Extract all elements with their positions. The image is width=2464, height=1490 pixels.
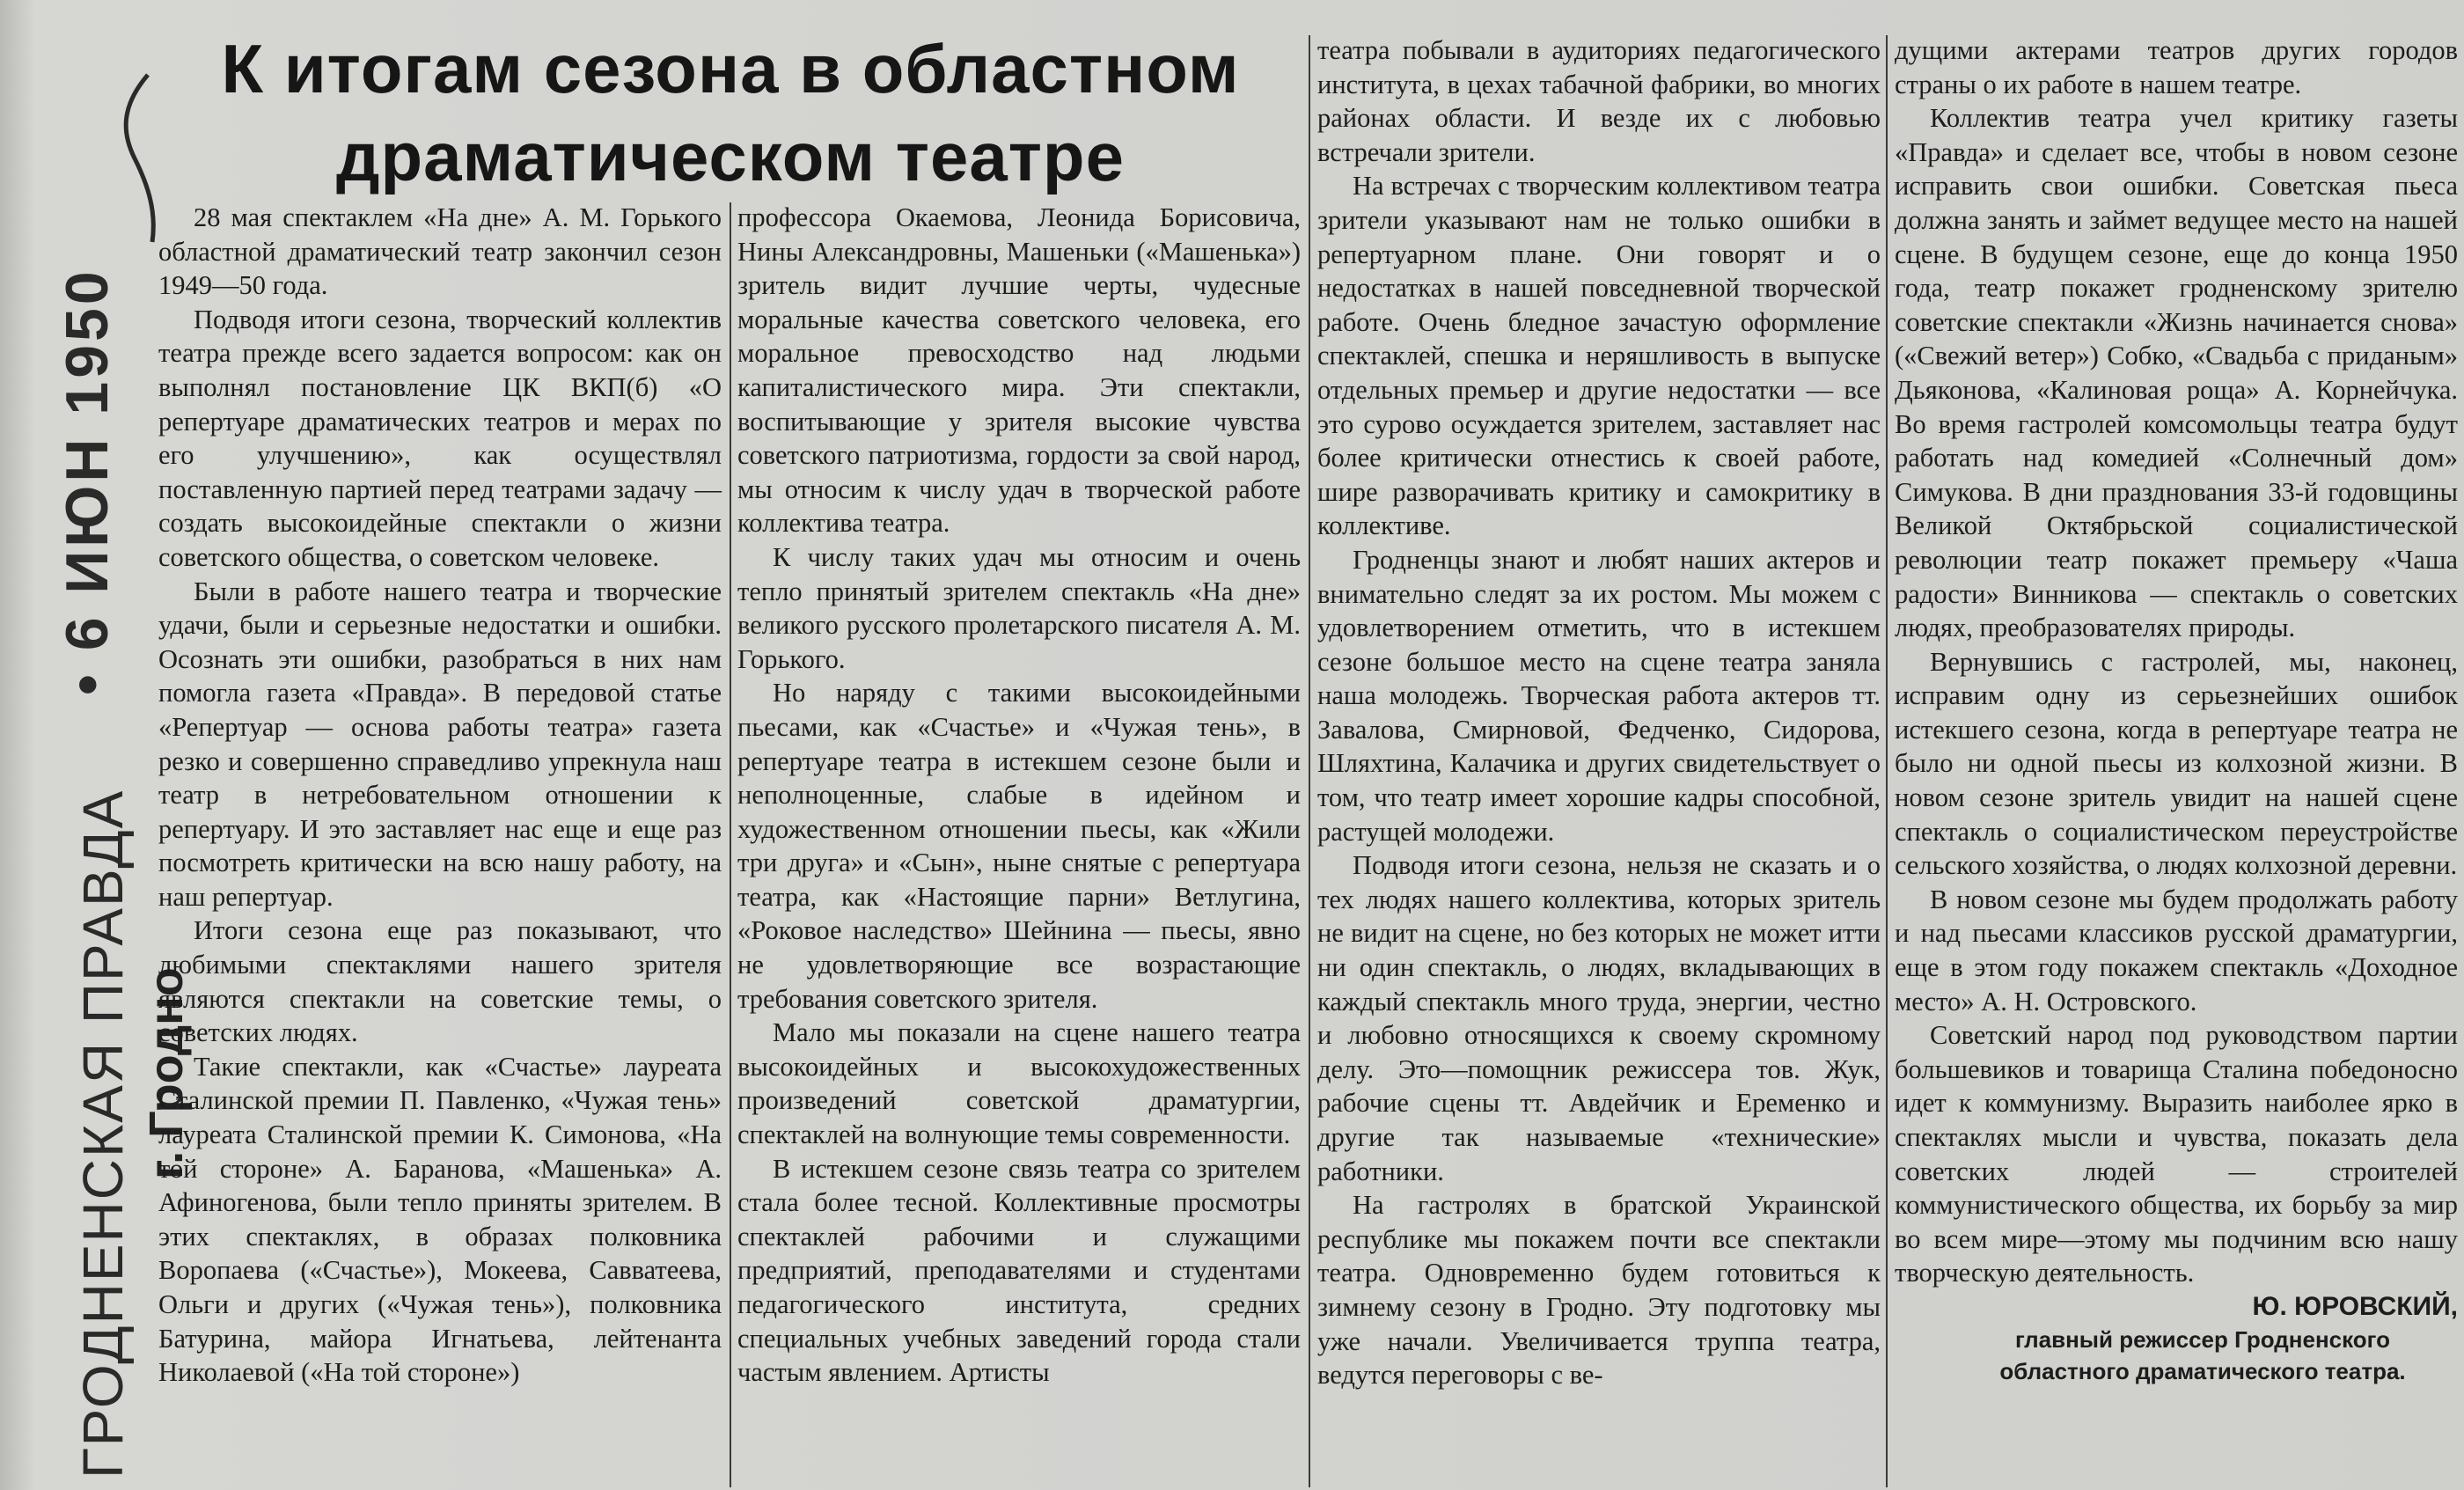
column-rule [730, 202, 731, 1487]
paragraph: В истекшем сезоне связь театра со зрителем стала более тесной. Коллективные просмотры спектаклей рабочими и служащими предприятий, преподавателями и студентами педагогического института, средних специальных учебных заведений города стали частым явлением. Артисты [737, 1153, 1301, 1388]
stamp-date: • 6 ИЮН 1950 [54, 268, 121, 695]
paragraph: дущими актерами театров других городов страны о их работе в нашем театре. [1895, 35, 2458, 99]
paragraph: 28 мая спектаклем «На дне» А. М. Горького областной драматический театр закончил сезон 1949—50 года. [158, 202, 722, 301]
author-title-line-1: главный режиссер Гродненского [2014, 1325, 2391, 1353]
column-rule [1886, 35, 1888, 1487]
bracket-mark [113, 70, 165, 246]
stamp-city: г. Гродно [140, 967, 193, 1179]
article-column-3 [1317, 33, 1881, 1392]
paragraph: Вернувшись с гастролей, мы, наконец, исправим одну из серьезнейших ошибок истекшего сезона, когда в репертуаре театра не было ни одной пьесы из колхозной жизни. В новом сезоне зритель увидит на нашей сцене спектакль о социалистическом переустройстве сельского хозяйства, о людях колхозной деревни. [1895, 646, 2458, 881]
paragraph: Были в работе нашего театра и творческие удачи, были и серьезные недостатки и ошибки. Осознать эти ошибки, разобраться в них нам помогла газета «Правда». В передовой статье «Репертуар — основа работы театра» газета резко и совершенно справедливо упрекнула наш театр в нетребовательном отношении к репертуару. И это заставляет нас еще и еще раз посмотреть критически на всю нашу работу, на наш репертуар. [158, 576, 722, 912]
headline-line-2: драматическом театре [336, 118, 1125, 195]
paragraph: В новом сезоне мы будем продолжать работу и над пьесами классиков русской драматургии, еще в этом году покажем спектакль «Доходное место» А. Н. Островского. [1895, 884, 2458, 1017]
article-column-4 [1895, 33, 2458, 1387]
article-headline [176, 25, 1285, 201]
paragraph: профессора Окаемова, Леонида Борисовича, Нины Александровны, Машеньки («Машенька») зритель видит лучшие черты, чудесные моральные качества советского человека, его моральное превосходство над людьми капиталистического мира. Эти спектакли, воспитывающие у зрителя высокие чувства советского патриотизма, гордости за свой народ, мы относим к числу удач в творческой работе коллектива театра. [737, 202, 1301, 539]
paragraph: На гастролях в братской Украинской республике мы покажем почти все спектакли театра. Одновременно будем готовиться к зимнему сезону в Гродно. Эту подготовку мы уже начали. Увеличивается труппа театра, ведутся переговоры с ве- [1317, 1190, 1881, 1391]
paragraph: Такие спектакли, как «Счастье» лауреата Сталинской премии П. Павленко, «Чужая тень» лауреата Сталинской премии К. Симонова, «На той стороне» А. Баранова, «Машенька» А. Афиногенова, были тепло приняты зрителем. В этих спектаклях, в образах полковника Воропаева («Счастье»), Мокеева, Савватеева, Ольги и других («Чужая тень»), полковника Батурина, майора Игнатьева, лейтенанта Николаевой («На той стороне») [158, 1051, 722, 1388]
paragraph: Подводя итоги сезона, нельзя не сказать и о тех людях нашего коллектива, которых зритель не видит на сцене, но без которых не может итти ни один спектакль, о людях, вкладывающих в каждый спектакль много труда, энергии, честно и любовно относящихся к своему скромному делу. Это—помощник режиссера тов. Жук, рабочие сцены тт. Авдейчик и Еременко и другие так называемые «технические» работники. [1317, 850, 1881, 1186]
author-title-line-2: областного драматического театра. [1999, 1357, 2406, 1384]
column-rule [1309, 35, 1310, 1487]
archive-stamp [35, 0, 193, 1490]
paragraph: Подводя итоги сезона, творческий коллектив театра прежде всего задается вопросом: как он выполнял постановление ЦК ВКП(б) «О репертуаре драматических театров и мерах по его улучшению», как осуществлял поставленную партией перед театрами задачу — создать высокоидейные спектакли о жизни советского общества, о советском человеке. [158, 304, 722, 572]
paragraph: Гродненцы знают и любят наших актеров и внимательно следят за их ростом. Мы можем с удовлетворением отметить, что в истекшем сезоне большое место на сцене театра заняла наша молодежь. Творческая работа актеров тт. Завалова, Смирновой, Федченко, Сидорова, Шляхтина, Калачика и других свидетельствует о том, что театр имеет хорошие кадры способной, растущей молодежи. [1317, 544, 1881, 847]
stamp-newspaper-name: ГРОДНЕНСКАЯ ПРАВДА [71, 789, 135, 1479]
paragraph: Но наряду с такими высокоидейными пьесами, как «Счастье» и «Чужая тень», в репертуаре театра в истекшем сезоне были и неполноценные, слабые в идейном и художественном отношении пьесы, как «Жили три друга» и «Сын», ныне снятые с репертуара театра, как «Настоящие парни» Ветлугина, «Роковое наследство» Шейнина — пьесы, явно не удовлетворяющие все возрастающие требования советского зрителя. [737, 678, 1301, 1014]
headline-line-1: К итогам сезона в областном [221, 30, 1240, 107]
paragraph: К числу таких удач мы относим и очень тепло принятый зрителем спектакль «На дне» великого русского пролетарского писателя А. М. Горького. [737, 541, 1301, 674]
paragraph: Советский народ под руководством партии большевиков и товарища Сталина победоносно идет к коммунизму. Выразить наиболее ярко в спектаклях мысли и чувства, показать дела советских людей — строителей коммунистического общества, их борьбу за мир во всем мире—этому мы подчиним всю нашу творческую деятельность. [1895, 1020, 2458, 1288]
paragraph: Итоги сезона еще раз показывают, что любимыми спектаклями нашего зрителя являются спектакли на советские темы, о советских людях. [158, 915, 722, 1048]
paragraph: Коллектив театра учел критику газеты «Правда» и сделает все, чтобы в новом сезоне исправить свои ошибки. Советская пьеса должна занять и займет ведущее место на нашей сцене. В будущем сезоне, еще до конца 1950 года, театр покажет гродненскому зрителю советские спектакли «Жизнь начинается снова» («Свежий ветер») Собко, «Свадьба с приданым» Дьяконова, «Калиновая роща» А. Корнейчука. Во время гастролей комсомольцы театра будут работать над комедией «Солнечный дом» Симукова. В дни празднования 33-й годовщины Великой Октябрьской социалистической революции театр покажет премьеру «Чаша радости» Винникова — спектакль о советских людях, преобразователях природы. [1895, 103, 2458, 643]
paragraph: театра побывали в аудиториях педагогического института, в цехах табачной фабрики, во многих районах области. И везде их с любовью встречали зрители. [1317, 35, 1881, 167]
paragraph: Мало мы показали на сцене нашего театра высокоидейных и высокохудожественных произведений советской драматургии, спектаклей на волнующие темы современности. [737, 1017, 1301, 1150]
article-column-2 [737, 201, 1301, 1390]
article-column-1 [158, 201, 722, 1390]
paragraph: На встречах с творческим коллективом театра зрители указывают нам не только ошибки в репертуарном плане. Они говорят и о недостатках в нашей повседневной творческой работе. Очень бледное зачастую оформление спектаклей, спешка и неряшливость в выпуске отдельных премьер и другие недостатки — все это сурово осуждается зрителем, заставляет нас более критически отнестись к своей работе, шире разворачивать критику и самокритику в коллективе. [1317, 171, 1881, 541]
author-signature: Ю. ЮРОВСКИЙ, [2252, 1291, 2458, 1321]
